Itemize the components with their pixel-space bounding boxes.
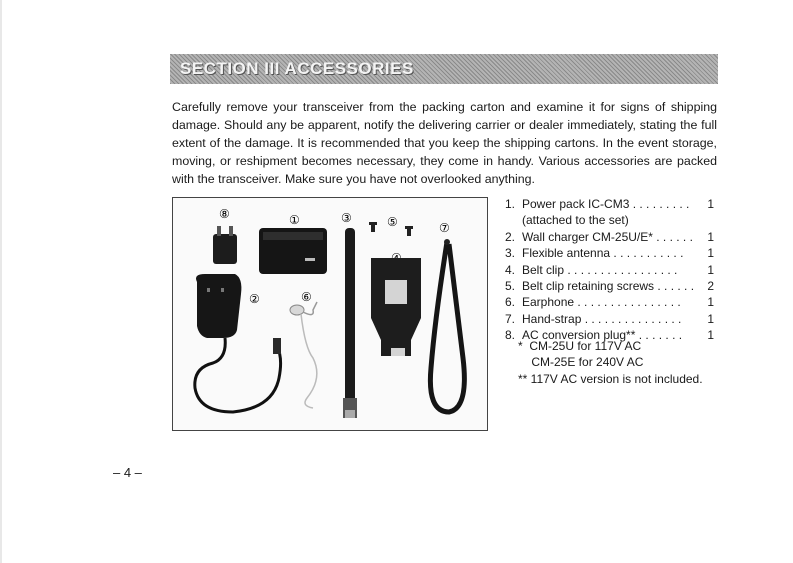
accessories-photo bbox=[172, 197, 488, 431]
callout-1: ① bbox=[289, 213, 300, 227]
callout-7: ⑦ bbox=[439, 221, 450, 235]
list-item: 6. Earphone . . . . . . . . . . . . . . . . 1 bbox=[505, 295, 714, 310]
list-item: 2. Wall charger CM-25U/E* . . . . . . 1 bbox=[505, 229, 714, 244]
footnote-cm25e: CM-25E for 240V AC bbox=[518, 355, 644, 370]
list-item: 7. Hand-strap . . . . . . . . . . . . . . . 1 bbox=[505, 311, 714, 326]
footnote-117v: ** 117V AC version is not included. bbox=[518, 371, 703, 386]
list-item: (attached to the set) bbox=[522, 213, 629, 228]
list-item: 4. Belt clip . . . . . . . . . . . . . . . . . 1 bbox=[505, 262, 714, 277]
section-title: SECTION III ACCESSORIES bbox=[180, 59, 414, 78]
earphone-shape bbox=[290, 302, 317, 408]
antenna-shape bbox=[343, 228, 357, 418]
intro-paragraph: Carefully remove your transceiver from the packing carton and examine it for signs of shipping damage. Should any be apparent, notify the delivering carrier or dealer immediately, stating the full extent of the damage. It is recommended that you keep the shipping cartons. In the event storage, moving, or reshipment becomes necessary, they come in handy. Various accessories are packed with the transceiver. Make sure you have not overlooked anything. bbox=[172, 100, 717, 186]
wall-charger-shape bbox=[195, 274, 281, 412]
callout-5: ⑤ bbox=[387, 215, 398, 229]
power-pack-shape bbox=[259, 228, 327, 274]
list-item: 5. Belt clip retaining screws . . . . . . 2 bbox=[505, 278, 714, 293]
list-item: 1. Power pack IC-CM3 . . . . . . . . . 1 bbox=[505, 197, 714, 211]
page-number: – 4 – bbox=[113, 465, 142, 480]
footnotes bbox=[518, 338, 703, 387]
hand-strap-shape bbox=[430, 239, 464, 412]
list-item: 8. AC conversion plug** . . . . . . . 1 bbox=[505, 328, 714, 343]
belt-clip-shape bbox=[371, 258, 421, 356]
section-banner bbox=[170, 54, 718, 84]
callout-8: ⑧ bbox=[219, 207, 230, 221]
callout-6: ⑥ bbox=[301, 290, 312, 304]
page-edge-shadow bbox=[0, 0, 2, 563]
accessories-illustration bbox=[173, 198, 487, 430]
list-item: 3. Flexible antenna . . . . . . . . . . . 1 bbox=[505, 246, 714, 261]
callout-2: ② bbox=[249, 292, 260, 306]
footnote-cm25u: * CM-25U for 117V AC bbox=[518, 339, 642, 353]
accessories-list bbox=[505, 196, 720, 344]
callout-3: ③ bbox=[341, 211, 352, 225]
ac-plug-shape bbox=[213, 226, 237, 264]
